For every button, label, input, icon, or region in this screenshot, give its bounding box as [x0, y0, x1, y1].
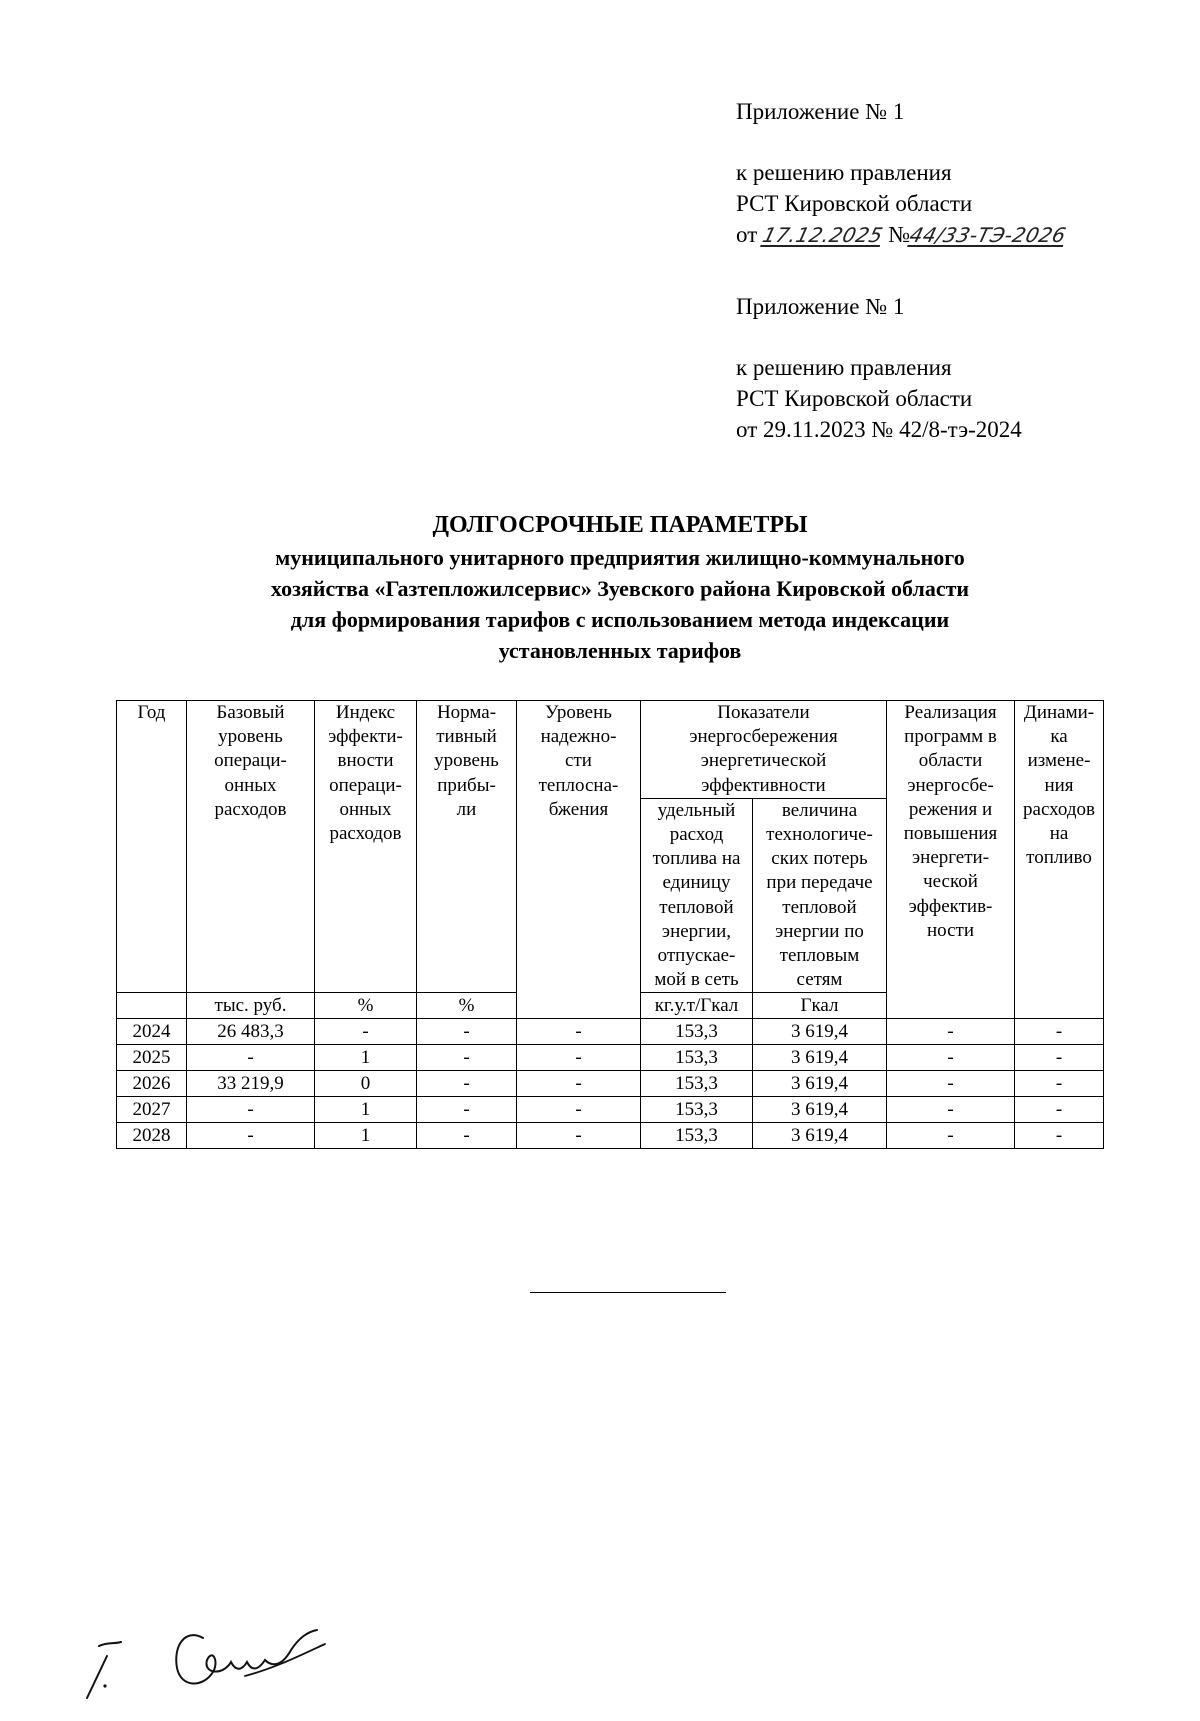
header-line: измене-	[1027, 750, 1091, 772]
header-line: бжения	[548, 798, 609, 820]
header-line: топливо	[1026, 847, 1092, 869]
unit-year	[117, 993, 187, 1019]
header-line: Динами-	[1023, 702, 1095, 723]
unit-norm: %	[417, 993, 517, 1019]
cell-losses: 3 619,4	[753, 1019, 887, 1045]
header-energy-group	[641, 701, 887, 799]
cell-dynamics: -	[1015, 1045, 1104, 1071]
cell-dynamics: -	[1015, 1123, 1104, 1149]
subtitle-line-4: установленных тарифов	[498, 638, 742, 663]
unit-fuel: кг.у.т/Гкал	[641, 993, 753, 1019]
cell-dynamics: -	[1015, 1097, 1104, 1123]
header-line: уровень	[218, 726, 283, 748]
unit-losses: Гкал	[753, 993, 887, 1019]
cell-norm: -	[417, 1097, 517, 1123]
header-reliability	[517, 701, 641, 1019]
header-line: ка	[1050, 726, 1068, 748]
unit-base: тыс. руб.	[187, 993, 315, 1019]
cell-fuel: 153,3	[641, 1097, 753, 1123]
cell-index: 1	[315, 1045, 417, 1071]
cell-norm: -	[417, 1019, 517, 1045]
cell-losses: 3 619,4	[753, 1045, 887, 1071]
cell-norm: -	[417, 1045, 517, 1071]
header-line: удельный	[657, 799, 736, 821]
cell-year: 2027	[117, 1097, 187, 1123]
handwritten-date: 17.12.2025	[760, 223, 886, 247]
cell-programs: -	[887, 1019, 1015, 1045]
cell-base: -	[187, 1097, 315, 1123]
header-line: ских потерь	[771, 848, 868, 870]
header-line: онных	[339, 798, 392, 820]
cell-year: 2024	[117, 1019, 187, 1045]
cell-reliability: -	[517, 1045, 641, 1071]
header-line: энергосбе-	[907, 774, 994, 796]
appendix-new-line1: к решению правления	[736, 160, 952, 185]
cell-reliability: -	[517, 1071, 641, 1097]
subtitle-line-2: хозяйства «Газтепложилсервис» Зуевского района Кировской области	[270, 576, 970, 601]
header-line: надежно-	[540, 726, 617, 748]
header-fuel	[641, 798, 753, 993]
appendix-old-line3: от 29.11.2023 № 42/8-тэ-2024	[736, 417, 1022, 442]
header-line: режения и	[908, 798, 993, 820]
header-line: эффекти-	[328, 726, 403, 748]
appendix-old-line2: РСТ Кировской области	[736, 386, 973, 411]
header-line: энергии по	[775, 920, 864, 942]
appendix-old-title: Приложение № 1	[736, 294, 905, 319]
header-line: расходов	[329, 823, 402, 845]
header-line: программ в	[904, 726, 997, 748]
header-line: единицу	[662, 872, 731, 894]
header-line: уровень	[434, 750, 499, 772]
cell-norm: -	[417, 1071, 517, 1097]
table-row	[117, 1019, 1104, 1045]
cell-fuel: 153,3	[641, 1071, 753, 1097]
header-line: Индекс	[335, 702, 396, 723]
cell-losses: 3 619,4	[753, 1097, 887, 1123]
cell-reliability: -	[517, 1097, 641, 1123]
document-subtitle	[120, 542, 1120, 666]
table-row	[117, 1071, 1104, 1097]
appendix-new-date-line	[736, 219, 1069, 251]
cell-index: 0	[315, 1071, 417, 1097]
header-line: энергети-	[912, 847, 990, 869]
header-line: вности	[337, 750, 394, 772]
header-line: Реализация	[904, 702, 997, 723]
header-line: отпускае-	[657, 945, 736, 967]
header-line: на	[1049, 823, 1069, 845]
cell-programs: -	[887, 1071, 1015, 1097]
header-line: при передаче	[766, 872, 873, 894]
cell-fuel: 153,3	[641, 1045, 753, 1071]
cell-norm: -	[417, 1123, 517, 1149]
document-title: ДОЛГОСРОЧНЫЕ ПАРАМЕТРЫ	[432, 512, 808, 538]
header-line: ности	[926, 919, 975, 941]
closing-divider	[530, 1292, 726, 1293]
header-line: величина	[781, 799, 858, 821]
header-line: области	[918, 750, 983, 772]
header-year: Год	[117, 701, 187, 993]
header-line: тепловым	[779, 945, 860, 967]
table-row	[117, 1123, 1104, 1149]
header-line: расход	[669, 824, 724, 846]
header-line: эффектив-	[908, 895, 993, 917]
cell-base: 26 483,3	[187, 1019, 315, 1045]
table-row	[117, 1045, 1104, 1071]
subtitle-line-3: для формирования тарифов с использованием метода индексации	[290, 607, 950, 632]
header-line: теплосна-	[538, 774, 619, 796]
cell-dynamics: -	[1015, 1019, 1104, 1045]
header-line: онных	[224, 774, 277, 796]
cell-fuel: 153,3	[641, 1123, 753, 1149]
cell-reliability: -	[517, 1123, 641, 1149]
cell-dynamics: -	[1015, 1071, 1104, 1097]
header-line: операци-	[329, 774, 402, 796]
header-losses	[753, 798, 887, 993]
header-line: ческой	[923, 871, 978, 893]
header-line: энергосбережения	[689, 726, 838, 748]
cell-programs: -	[887, 1097, 1015, 1123]
cell-index: 1	[315, 1097, 417, 1123]
subtitle-line-1: муниципального унитарного предприятия жилищно-коммунального	[275, 545, 965, 570]
header-line: Уровень	[545, 702, 612, 723]
cell-year: 2026	[117, 1071, 187, 1097]
header-line: повышения	[903, 823, 998, 845]
cell-reliability: -	[517, 1019, 641, 1045]
long-term-parameters-table	[116, 700, 1104, 1149]
cell-index: -	[315, 1019, 417, 1045]
header-line: сетям	[796, 969, 843, 991]
number-prefix: №	[888, 222, 911, 247]
header-line: расходов	[1023, 798, 1095, 820]
header-line: мой в сеть	[654, 969, 739, 991]
header-index	[315, 701, 417, 993]
cell-losses: 3 619,4	[753, 1071, 887, 1097]
cell-index: 1	[315, 1123, 417, 1149]
header-line: Показатели	[717, 702, 810, 723]
unit-index: %	[315, 993, 417, 1019]
header-programs	[887, 701, 1015, 1019]
cell-base: -	[187, 1123, 315, 1149]
header-line: энергии,	[661, 920, 732, 942]
header-line: тепловой	[782, 896, 857, 918]
header-line: эффективности	[701, 774, 826, 796]
cell-year: 2028	[117, 1123, 187, 1149]
header-line: топлива на	[652, 848, 741, 870]
appendix-new-line2: РСТ Кировской области	[736, 191, 973, 216]
header-base	[187, 701, 315, 993]
header-line: ли	[456, 798, 477, 820]
header-line: прибы-	[437, 774, 496, 796]
handwritten-number: 44/33-ТЭ-2026	[907, 223, 1069, 247]
header-line: технологиче-	[766, 824, 873, 846]
appendix-new-block	[736, 96, 1069, 251]
header-line: тепловой	[659, 896, 734, 918]
header-row-1	[117, 701, 1104, 799]
appendix-old-block	[736, 291, 1022, 445]
header-line: сти	[565, 750, 592, 772]
signature-mark	[85, 1616, 345, 1706]
document-title-block	[120, 510, 1120, 666]
cell-programs: -	[887, 1123, 1015, 1149]
header-line: Базовый	[216, 702, 285, 723]
cell-fuel: 153,3	[641, 1019, 753, 1045]
cell-base: -	[187, 1045, 315, 1071]
header-line: Норма-	[436, 702, 497, 723]
header-norm	[417, 701, 517, 993]
cell-year: 2025	[117, 1045, 187, 1071]
cell-losses: 3 619,4	[753, 1123, 887, 1149]
appendix-old-line1: к решению правления	[736, 355, 952, 380]
header-line: ния	[1044, 774, 1074, 796]
date-prefix: от	[736, 222, 758, 247]
appendix-new-title: Приложение № 1	[736, 99, 905, 124]
header-line: расходов	[214, 798, 287, 820]
cell-base: 33 219,9	[187, 1071, 315, 1097]
header-line: операци-	[214, 750, 287, 772]
cell-programs: -	[887, 1045, 1015, 1071]
header-dynamics	[1015, 701, 1104, 1019]
header-line: энергетической	[700, 750, 827, 772]
table-row	[117, 1097, 1104, 1123]
header-line: тивный	[436, 726, 497, 748]
